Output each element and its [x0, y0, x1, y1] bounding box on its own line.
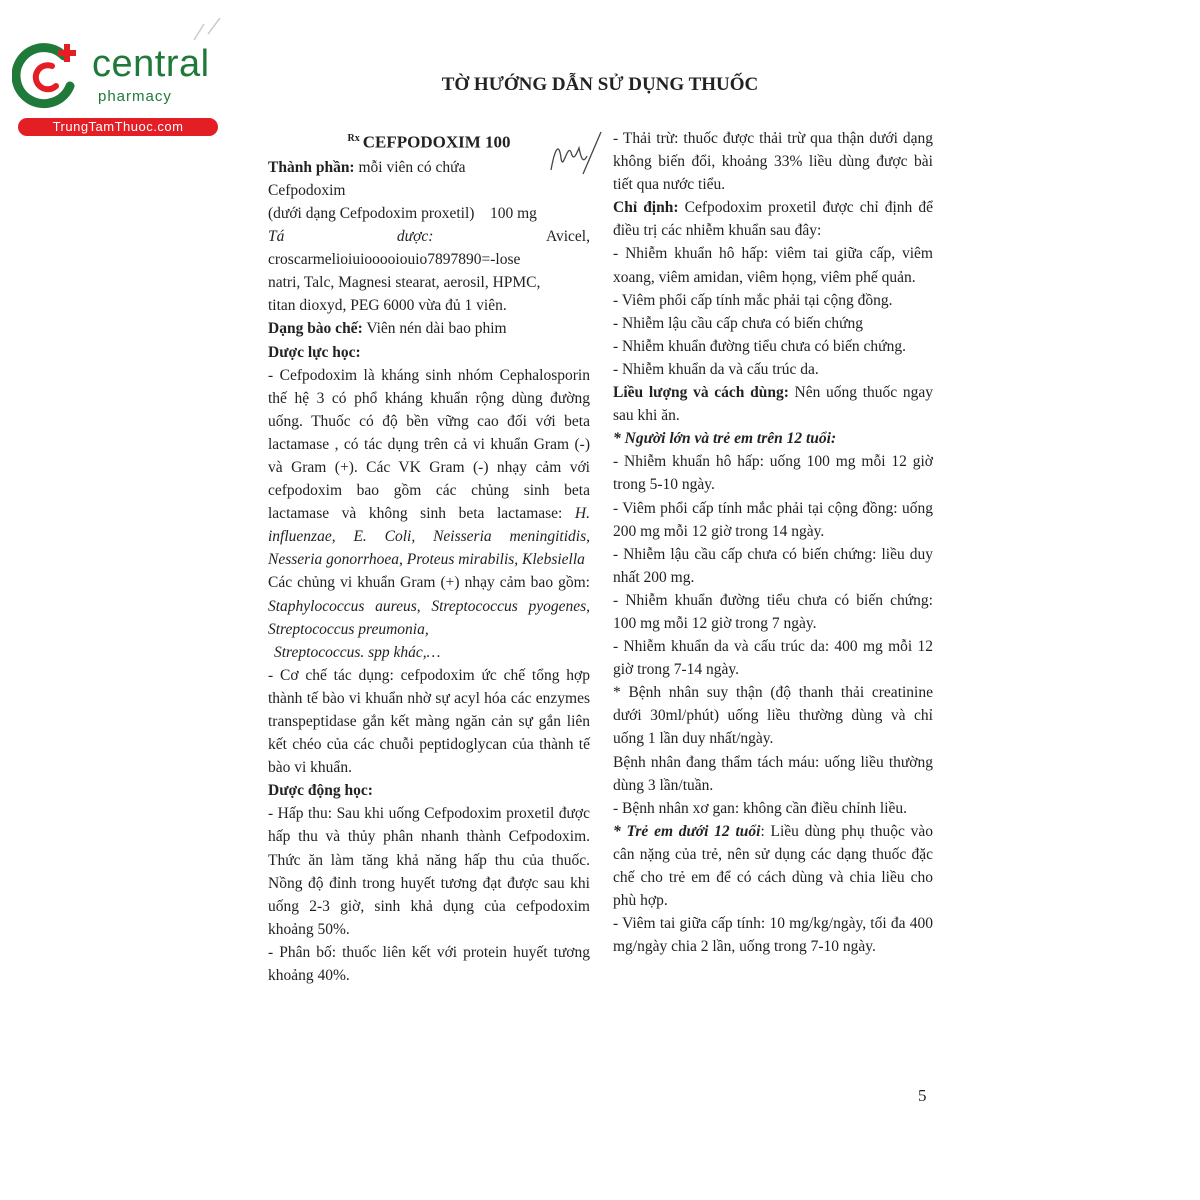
excipient-label2: dược:	[396, 228, 434, 246]
dosage-form-text: Viên nén dài bao phim	[362, 320, 507, 338]
pk-absorption: - Hấp thu: Sau khi uống Cefpodoxim proxetil được hấp thu và thủy phân nhanh thành Cefpodoxim. Thức ăn làm tăng khả năng hấp thu của thuốc. Nồng độ đỉnh trong huyết tương đạt được sau khi uống 2-3 giờ, sinh khả dụng của cefpodoxim khoảng 50%.	[268, 805, 590, 938]
dose-1: - Nhiễm khuẩn hô hấp: uống 100 mg mỗi 12 giờ trong 5-10 ngày.	[613, 453, 933, 494]
dosage-form-label: Dạng bào chế:	[268, 320, 363, 338]
child-dose-1: - Viêm tai giữa cấp tính: 10 mg/kg/ngày, tối đa 400 mg/ngày chia 2 lần, uống trong 7-10 ngày.	[613, 915, 933, 956]
indication-5: - Nhiễm khuẩn da và cấu trúc da.	[613, 360, 819, 378]
composition-text: mỗi viên có chứa	[354, 158, 466, 176]
pd-para1-text: - Cefpodoxim là kháng sinh nhóm Cephalosporin thế hệ 3 có phổ kháng khuẩn rộng dùng đường uống. Thuốc có độ bền vững cao đối với beta lactamase , có tác dụng trên cả vi khuẩn Gram (-) và Gram (+). Các VK Gram (-) nhạy cảm với cefpodoxim bao gồm các chủng sinh beta lactamase và không sinh beta lactamase:	[268, 366, 590, 523]
pd-species1: H. influenzae, E. Coli, Neisseria meningitidis, Nesseria gonorrhoea, Proteus mirabilis, Klebsiella	[268, 505, 590, 569]
dose-8: - Bệnh nhân xơ gan: không cần điều chỉnh liều.	[613, 799, 908, 817]
pd-mechanism: - Cơ chế tác dụng: cefpodoxim ức chế tổng hợp thành tế bào vi khuẩn nhờ sự acyl hóa các enzymes transpeptidase gắn kết màng ngăn cản sự gắn liên kết chéo của các chuỗi peptidoglycan của thành tế bào vi khuẩn.	[268, 666, 590, 777]
active-form-row	[268, 202, 590, 225]
dose-4: - Nhiễm khuẩn đường tiểu chưa có biến chứng: 100 mg mỗi 12 giờ trong 7 ngày.	[613, 591, 933, 632]
drug-name: CEFPODOXIM 100	[362, 132, 511, 152]
central-pharmacy-logo	[8, 36, 218, 136]
child-dosage	[613, 820, 933, 912]
dosage-form	[268, 317, 590, 340]
excipient-first: Avicel,	[545, 228, 590, 246]
child-label: * Trẻ em dưới 12 tuổi	[613, 822, 761, 840]
page-number: 5	[918, 1086, 927, 1105]
excipient-line2: croscarmelioiuiooooiouio7897890=-lose	[268, 251, 521, 269]
dose-6: * Bệnh nhân suy thận (độ thanh thải creatinine dưới 30ml/phút) uống liều thường dùng và chỉ uống 1 lần duy nhất/ngày.	[613, 684, 933, 748]
indication-1: - Nhiễm khuẩn hô hấp: viêm tai giữa cấp, viêm xoang, viêm amidan, viêm họng, viêm phế quản.	[613, 245, 933, 286]
pk-distribution: - Phân bố: thuốc liên kết với protein huyết tương khoảng 40%.	[268, 943, 590, 985]
child-text: : Liều dùng phụ thuộc vào cân nặng của trẻ, nên sử dụng các dạng thuốc đặc chế cho trẻ em để có cách dùng và chia liều cho phù hợp.	[613, 822, 934, 910]
composition-label: Thành phần:	[268, 158, 355, 176]
drug-title	[268, 127, 590, 154]
adult-heading: * Người lớn và trẻ em trên 12 tuổi:	[613, 430, 837, 448]
scan-mark-icon	[190, 14, 230, 44]
pharmacy-cross-icon	[12, 40, 84, 112]
excipient-row	[268, 225, 590, 248]
dose-5: - Nhiễm khuẩn da và cấu trúc da: 400 mg mỗi 12 giờ trong 7-14 ngày.	[613, 638, 933, 679]
left-column	[268, 127, 590, 987]
right-column	[613, 127, 933, 958]
indication-label: Chỉ định:	[613, 199, 679, 217]
indication-text: Cefpodoxim proxetil được chỉ định để điều trị các nhiễm khuẩn sau đây:	[613, 199, 933, 240]
pharmacokinetics-heading: Dược động học:	[268, 782, 373, 800]
logo-sub: pharmacy	[98, 88, 172, 105]
logo-brand: central	[92, 43, 210, 85]
logo-site: TrungTamThuoc.com	[18, 118, 218, 136]
dosage	[613, 381, 933, 427]
indication-4: - Nhiễm khuẩn đường tiểu chưa có biến chứng.	[613, 337, 906, 355]
pharmacodynamics-para1	[268, 364, 590, 572]
document-title: TỜ HƯỚNG DẪN SỬ DỤNG THUỐC	[441, 74, 759, 95]
pk-elimination: - Thải trừ: thuốc được thải trừ qua thận dưới dạng không biến đổi, khoảng 33% liều dùng được bài tiết qua nước tiểu.	[613, 130, 933, 194]
pd-para2-text: Các chủng vi khuẩn Gram (+) nhạy cảm bao gồm:	[268, 574, 590, 592]
dose-7: Bệnh nhân đang thẩm tách máu: uống liều thường dùng 3 lần/tuần.	[613, 753, 933, 794]
dosage-text: Nên uống thuốc ngay sau khi ăn.	[613, 384, 933, 425]
dosage-label: Liều lượng và cách dùng:	[613, 384, 789, 402]
indication	[613, 196, 933, 242]
active-dose: 100 mg	[489, 204, 537, 222]
composition	[268, 156, 590, 179]
indication-2: - Viêm phổi cấp tính mắc phải tại cộng đồng.	[613, 291, 893, 309]
excipient-label: Tá	[268, 228, 285, 246]
pd-species2: Staphylococcus aureus, Streptococcus pyogenes, Streptococcus preumonia,	[268, 597, 590, 638]
pd-species3: Streptococcus. spp khác,…	[274, 643, 441, 661]
pharmacodynamics-para2	[268, 571, 590, 640]
pharmacodynamics-heading: Dược lực học:	[268, 343, 361, 361]
active-ingredient: Cefpodoxim	[268, 181, 346, 199]
excipient-line4: titan dioxyd, PEG 6000 vừa đủ 1 viên.	[268, 297, 507, 315]
dose-2: - Viêm phổi cấp tính mắc phải tại cộng đồng: uống 200 mg mỗi 12 giờ trong 14 ngày.	[613, 499, 933, 540]
rx-mark: Rx	[347, 133, 360, 144]
excipient-line3: natri, Talc, Magnesi stearat, aerosil, HPMC,	[268, 274, 541, 292]
indication-3: - Nhiễm lậu cầu cấp chưa có biến chứng	[613, 314, 864, 332]
dose-3: - Nhiễm lậu cầu cấp chưa có biến chứng: liều duy nhất 200 mg.	[613, 545, 933, 586]
active-form: (dưới dạng Cefpodoxim proxetil)	[268, 204, 475, 222]
